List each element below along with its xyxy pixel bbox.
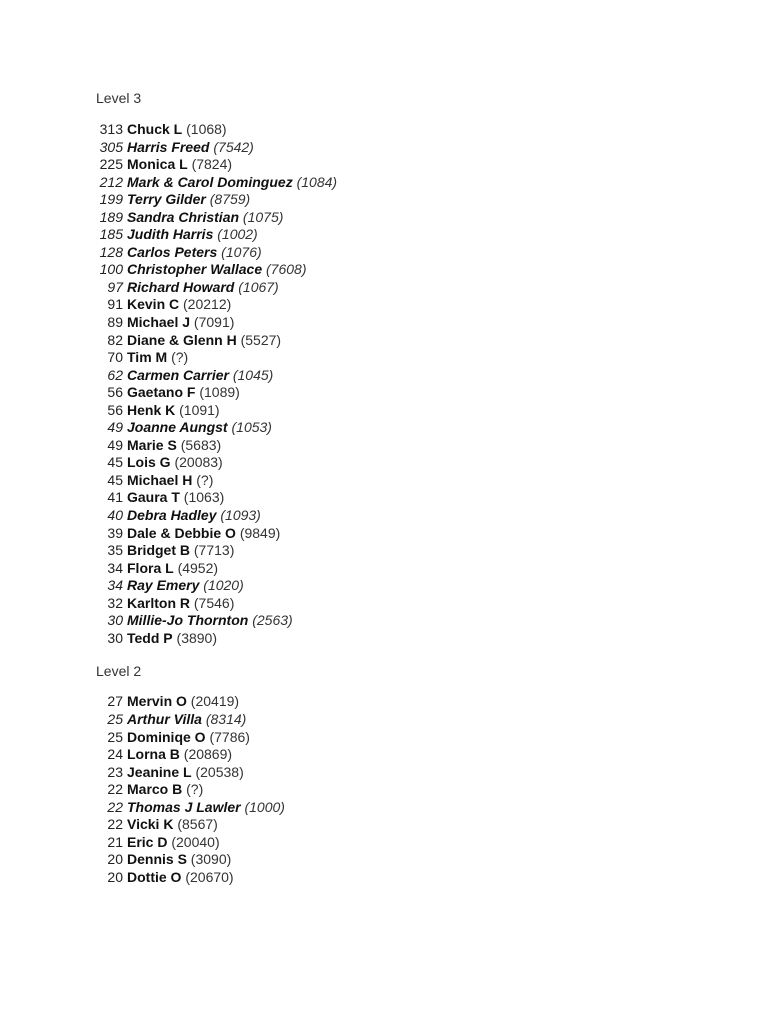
list-item <box>96 349 696 367</box>
entry-name: Monica L <box>127 156 188 173</box>
entry-name: Lorna B <box>127 746 180 763</box>
list-item <box>96 174 696 192</box>
entry-name: Gaetano F <box>127 384 196 401</box>
entry-score: 22 <box>107 798 123 815</box>
list-item <box>96 746 696 764</box>
entry-code: (20670) <box>185 868 234 885</box>
entry-name: Harris Freed <box>127 138 210 155</box>
entry-code: (1045) <box>232 366 274 383</box>
list-item <box>96 332 696 350</box>
entry-name: Dale & Debbie O <box>127 524 236 541</box>
entry-score: 185 <box>99 226 123 243</box>
document-page <box>96 88 696 886</box>
entry-score: 89 <box>107 314 123 331</box>
list-item <box>96 577 696 595</box>
entry-score: 40 <box>107 507 123 524</box>
entry-code: (1089) <box>199 384 240 401</box>
list-item <box>96 764 696 782</box>
entry-code: (7608) <box>266 261 307 278</box>
entry-score: 30 <box>107 612 123 629</box>
entry-name: Bridget B <box>127 542 190 559</box>
entry-code: (1000) <box>244 798 285 815</box>
list-item <box>96 834 696 852</box>
entry-code: (1068) <box>186 121 227 137</box>
list-item <box>96 419 696 437</box>
entry-score: 91 <box>107 296 123 313</box>
list-item <box>96 209 696 227</box>
entry-name: Tedd P <box>127 629 173 646</box>
entry-score: 212 <box>99 173 123 190</box>
entry-code: (5683) <box>180 436 222 453</box>
list-item <box>96 296 696 314</box>
level-3-list <box>96 121 696 647</box>
entry-code: (9849) <box>239 524 281 541</box>
list-item <box>96 191 696 209</box>
entry-score: 22 <box>107 816 123 833</box>
list-item <box>96 711 696 729</box>
entry-name: Kevin C <box>127 296 180 313</box>
list-item <box>96 121 696 139</box>
entry-code: (20869) <box>183 746 233 763</box>
entry-code: (7546) <box>193 594 235 611</box>
entry-name: Dominiqe O <box>127 728 206 745</box>
entry-name: Karlton R <box>127 594 190 611</box>
entry-name: Mervin O <box>127 693 187 710</box>
entry-name: Mark & Carol Dominguez <box>127 173 293 190</box>
entry-code: (20419) <box>190 693 240 710</box>
entry-name: Judith Harris <box>127 226 214 243</box>
entry-name: Christopher Wallace <box>127 261 263 278</box>
entry-score: 23 <box>107 763 123 780</box>
entry-name: Millie-Jo Thornton <box>127 612 249 629</box>
entry-name: Marco B <box>127 781 183 798</box>
entry-code: (?) <box>186 781 204 798</box>
entry-score: 199 <box>99 191 123 208</box>
entry-score: 32 <box>107 594 123 611</box>
list-item <box>96 869 696 887</box>
entry-code: (3890) <box>176 629 217 646</box>
level-2-heading: Level 2 <box>96 663 142 680</box>
entry-code: (8567) <box>177 816 218 833</box>
entry-name: Tim M <box>127 349 168 366</box>
entry-code: (1020) <box>203 577 244 594</box>
entry-code: (7091) <box>193 314 235 331</box>
list-item <box>96 851 696 869</box>
entry-score: 305 <box>99 138 123 155</box>
entry-name: Sandra Christian <box>127 208 240 225</box>
list-item <box>96 226 696 244</box>
entry-code: (20212) <box>183 296 232 313</box>
entry-code: (?) <box>171 349 189 366</box>
entry-score: 22 <box>107 781 123 798</box>
entry-code: (1067) <box>238 278 279 295</box>
entry-code: (20083) <box>174 454 223 471</box>
entry-name: Terry Gilder <box>127 191 206 208</box>
list-item <box>96 454 696 472</box>
entry-score: 41 <box>107 489 123 506</box>
entry-name: Debra Hadley <box>127 507 217 524</box>
entry-score: 56 <box>107 401 123 418</box>
entry-name: Chuck L <box>127 121 183 137</box>
list-item <box>96 816 696 834</box>
entry-code: (1075) <box>242 208 284 225</box>
list-item <box>96 402 696 420</box>
entry-name: Vicki K <box>127 816 174 833</box>
entry-score: 20 <box>107 851 123 868</box>
list-item <box>96 139 696 157</box>
entry-code: (7713) <box>193 542 235 559</box>
entry-name: Michael J <box>127 314 191 331</box>
entry-code: (1093) <box>220 507 261 524</box>
entry-name: Eric D <box>127 833 168 850</box>
list-item <box>96 279 696 297</box>
list-item <box>96 261 696 279</box>
list-item <box>96 781 696 799</box>
entry-score: 25 <box>107 728 123 745</box>
list-item <box>96 367 696 385</box>
entry-score: 56 <box>107 384 123 401</box>
entry-name: Flora L <box>127 559 174 576</box>
entry-score: 39 <box>107 524 123 541</box>
list-item <box>96 507 696 525</box>
list-item <box>96 612 696 630</box>
entry-name: Joanne Aungst <box>127 419 228 436</box>
entry-name: Thomas J Lawler <box>127 798 241 815</box>
entry-name: Carmen Carrier <box>127 366 229 383</box>
entry-name: Henk K <box>127 401 176 418</box>
list-item <box>96 630 696 648</box>
entry-score: 45 <box>107 471 123 488</box>
list-item <box>96 729 696 747</box>
entry-code: (1002) <box>217 226 258 243</box>
list-item <box>96 314 696 332</box>
entry-score: 49 <box>107 419 123 436</box>
entry-code: (7824) <box>191 156 233 173</box>
entry-code: (1053) <box>231 419 272 436</box>
entry-code: (?) <box>196 471 214 488</box>
entry-score: 97 <box>107 278 123 295</box>
level-2-list <box>96 693 696 886</box>
entry-code: (8759) <box>209 191 251 208</box>
list-item <box>96 156 696 174</box>
entry-score: 62 <box>107 366 123 383</box>
entry-name: Jeanine L <box>127 763 192 780</box>
entry-score: 225 <box>99 156 123 173</box>
entry-name: Ray Emery <box>127 577 200 594</box>
entry-code: (7786) <box>209 728 250 745</box>
entry-score: 313 <box>99 121 123 137</box>
level-3-heading: Level 3 <box>96 90 142 106</box>
entry-code: (1063) <box>183 489 225 506</box>
entry-score: 189 <box>99 208 123 225</box>
entry-name: Lois G <box>127 454 171 471</box>
entry-code: (1076) <box>221 243 262 260</box>
entry-code: (3090) <box>190 851 232 868</box>
list-item <box>96 472 696 490</box>
entry-code: (1091) <box>179 401 220 418</box>
entry-score: 49 <box>107 436 123 453</box>
entry-score: 35 <box>107 542 123 559</box>
entry-code: (2563) <box>252 612 293 629</box>
entry-code: (1084) <box>296 173 338 190</box>
entry-score: 128 <box>99 243 123 260</box>
list-item <box>96 525 696 543</box>
entry-name: Dottie O <box>127 868 182 885</box>
entry-name: Marie S <box>127 436 177 453</box>
entry-name: Michael H <box>127 471 193 488</box>
entry-name: Richard Howard <box>127 278 235 295</box>
entry-score: 27 <box>107 693 123 710</box>
entry-name: Diane & Glenn H <box>127 331 237 348</box>
entry-code: (5527) <box>240 331 282 348</box>
entry-score: 25 <box>107 710 123 727</box>
entry-score: 24 <box>107 746 123 763</box>
entry-score: 30 <box>107 629 123 646</box>
entry-name: Dennis S <box>127 851 187 868</box>
entry-name: Carlos Peters <box>127 243 218 260</box>
entry-code: (20538) <box>195 763 244 780</box>
entry-code: (20040) <box>171 833 220 850</box>
entry-code: (8314) <box>205 710 247 727</box>
list-item <box>96 542 696 560</box>
list-item <box>96 437 696 455</box>
list-item <box>96 595 696 613</box>
list-item <box>96 384 696 402</box>
entry-score: 70 <box>107 349 123 366</box>
entry-code: (7542) <box>213 138 254 155</box>
entry-score: 34 <box>107 577 123 594</box>
list-item <box>96 244 696 262</box>
entry-code: (4952) <box>177 559 219 576</box>
entry-score: 82 <box>107 331 123 348</box>
list-item <box>96 799 696 817</box>
entry-name: Arthur Villa <box>127 710 202 727</box>
entry-score: 45 <box>107 454 123 471</box>
list-item <box>96 489 696 507</box>
list-item <box>96 560 696 578</box>
entry-name: Gaura T <box>127 489 180 506</box>
entry-score: 20 <box>107 868 123 885</box>
entry-score: 21 <box>107 833 123 850</box>
entry-score: 100 <box>99 261 123 278</box>
entry-score: 34 <box>107 559 123 576</box>
list-item <box>96 693 696 711</box>
